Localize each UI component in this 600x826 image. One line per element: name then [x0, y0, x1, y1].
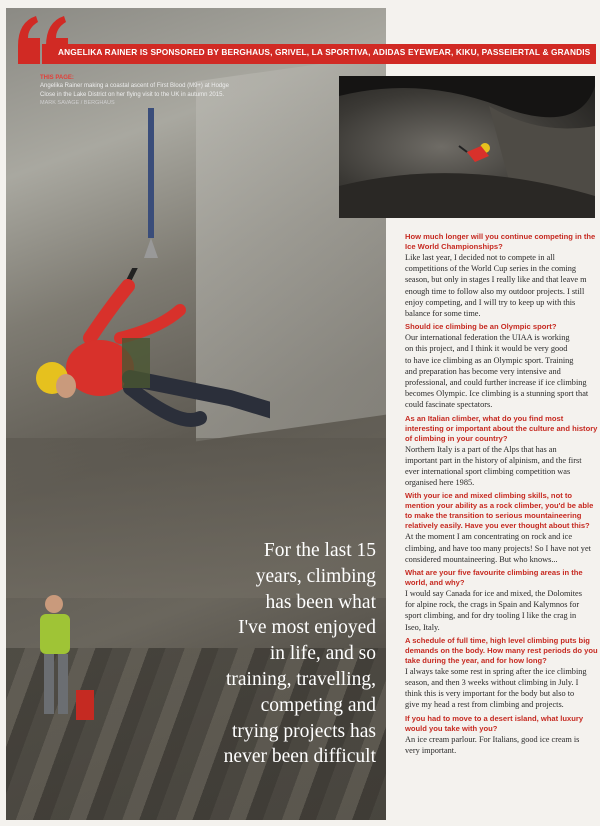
pull-quote-line: I've most enjoyed — [238, 617, 376, 639]
answer-line: sport climbing, and for dry tooling I like the crag in — [405, 611, 577, 621]
question-line: demands on the body. How many rest periods do you — [405, 645, 598, 655]
answer-line: give my head a rest from climbing and projects. — [405, 700, 564, 710]
answer-line: enough time to follow also my outdoor projects. I still — [405, 286, 585, 296]
photo-credit: MARK SAVAGE / BERGHAUS — [40, 100, 115, 107]
answer-line: for alpine rock, the crags in Spain and Kalymnos for — [405, 600, 580, 610]
answer-line: on this project, and I think it would be very good — [405, 344, 568, 354]
pull-quote-line: years, climbing — [255, 565, 376, 587]
answer-line: season, but only in stages I really like and that leave m — [405, 275, 587, 285]
belayer-figure — [26, 590, 96, 740]
answer-line: considered mountaineering. But who knows... — [405, 554, 558, 564]
answer-line: Northern Italy is a part of the Alps that has an — [405, 444, 557, 454]
question-line: If you had to move to a desert island, what luxury — [405, 713, 584, 723]
question-line: world, and why? — [405, 578, 465, 588]
question-line: Ice World Championships? — [405, 242, 503, 251]
interview-question — [405, 413, 598, 444]
pull-quote-line: trying projects has — [231, 720, 376, 742]
interview-answer — [405, 531, 595, 565]
interview-column — [405, 232, 598, 759]
interview-question — [405, 322, 595, 332]
answer-line: organised here 1985. — [405, 478, 475, 488]
answer-line: could fascinate spectators. — [405, 400, 493, 410]
answer-line: ever international sport climbing competition was — [405, 467, 571, 477]
pull-quote-line: has been what — [265, 591, 376, 613]
question-line: interesting or important about the culture and history — [405, 423, 598, 433]
interview-item — [405, 635, 598, 711]
answer-line: Iseo, Italy. — [405, 622, 440, 632]
answer-line: At the moment I am concentrating on rock and ice — [405, 532, 573, 542]
climber-figure — [30, 268, 270, 448]
sponsor-banner-text — [58, 47, 593, 57]
answer-line: and preparation has become very intensive and — [405, 366, 561, 376]
sponsor-list: IS SPONSORED BY BERGHAUS, GRIVEL, LA SPORTIVA, ADIDAS EYEWEAR, KIKU, PASSEIERTAL & GRANDIS — [137, 47, 591, 57]
answer-line: balance for some time. — [405, 309, 481, 319]
answer-line: Our international federation the UIAA is working — [405, 333, 570, 343]
interview-question — [405, 714, 595, 734]
question-line: With your ice and mixed climbing skills, not to — [405, 491, 573, 501]
question-line: mention your ability as a rock climber, you'd be able — [405, 501, 594, 511]
pull-quote-line: For the last 15 — [263, 540, 376, 561]
photo-caption — [40, 74, 250, 108]
answer-line: I always take some rest in spring after the ice climbing — [405, 666, 587, 676]
interview-item — [405, 322, 595, 410]
question-line: to make the transition to serious mountaineering — [405, 511, 582, 521]
answer-line: competitions of the World Cup series in the coming — [405, 264, 577, 274]
interview-answer — [405, 444, 595, 489]
interview-item — [405, 232, 595, 319]
caption-line: Close in the Lake District on her flying visit to the UK in autumn 2015. — [40, 91, 225, 98]
interview-question — [405, 232, 595, 252]
interview-item — [405, 714, 595, 756]
question-line: of climbing in your country? — [405, 433, 508, 443]
question-line: What are your five favourite climbing areas in the — [405, 568, 583, 578]
question-line: relatively easily. Have you ever thought about this? — [405, 521, 590, 531]
secondary-climbing-photo — [339, 76, 595, 218]
answer-line: season, and then 3 weeks without climbing in July. I — [405, 678, 579, 688]
pull-quote — [196, 538, 376, 770]
pull-quote-line: never been difficult — [223, 746, 376, 768]
interview-answer — [405, 252, 595, 319]
interview-answer — [405, 588, 595, 633]
interview-item — [405, 491, 595, 565]
interview-item — [405, 413, 598, 489]
pull-quote-line: in life, and so — [269, 643, 376, 665]
question-line: would you take with you? — [405, 723, 498, 733]
ice-axe-icon — [134, 108, 174, 268]
answer-line: becomes Olympic. Ice climbing is a stunning sport that — [405, 389, 589, 399]
interview-question — [405, 568, 595, 588]
interview-item — [405, 568, 595, 633]
caption-label: THIS PAGE: — [40, 75, 74, 81]
answer-line: An ice cream parlour. For Italians, good ice cream is — [405, 734, 580, 744]
interview-answer — [405, 666, 595, 711]
secondary-photo-scene — [339, 76, 595, 218]
pull-quote-line: training, travelling, — [225, 668, 376, 690]
answer-line: climbing, and have too many projects! So I have not yet — [405, 543, 591, 553]
answer-line: think this is very important for the body but also to — [405, 689, 575, 699]
pull-quote-line: competing and — [260, 694, 376, 716]
answer-line: to have ice climbing as an Olympic sport. Training — [405, 355, 574, 365]
question-line: Should ice climbing be an Olympic sport? — [405, 322, 557, 332]
answer-line: Like last year, I decided not to compete in all — [405, 253, 555, 262]
interview-question — [405, 635, 598, 666]
answer-line: enjoy competing, and I will try to keep up with this — [405, 297, 576, 307]
answer-line: I would say Canada for ice and mixed, the Dolomites — [405, 589, 582, 599]
interview-answer — [405, 332, 595, 410]
interview-question — [405, 491, 595, 531]
question-line: How much longer will you continue competing in the — [405, 232, 596, 241]
question-line: A schedule of full time, high level climbing puts big — [405, 635, 590, 645]
answer-line: very important. — [405, 745, 457, 755]
interview-answer — [405, 734, 595, 756]
athlete-name: ANGELIKA RAINER — [58, 47, 138, 57]
question-line: take during the year, and for how long? — [405, 655, 547, 665]
caption-line: Angelika Rainer making a coastal ascent of First Blood (M9+) at Hodge — [40, 83, 229, 90]
question-line: As an Italian climber, what do you find most — [405, 413, 564, 423]
answer-line: professional, and could further increase if ice climbing — [405, 378, 587, 388]
answer-line: important part in the history of alpinism, and the first — [405, 455, 582, 465]
